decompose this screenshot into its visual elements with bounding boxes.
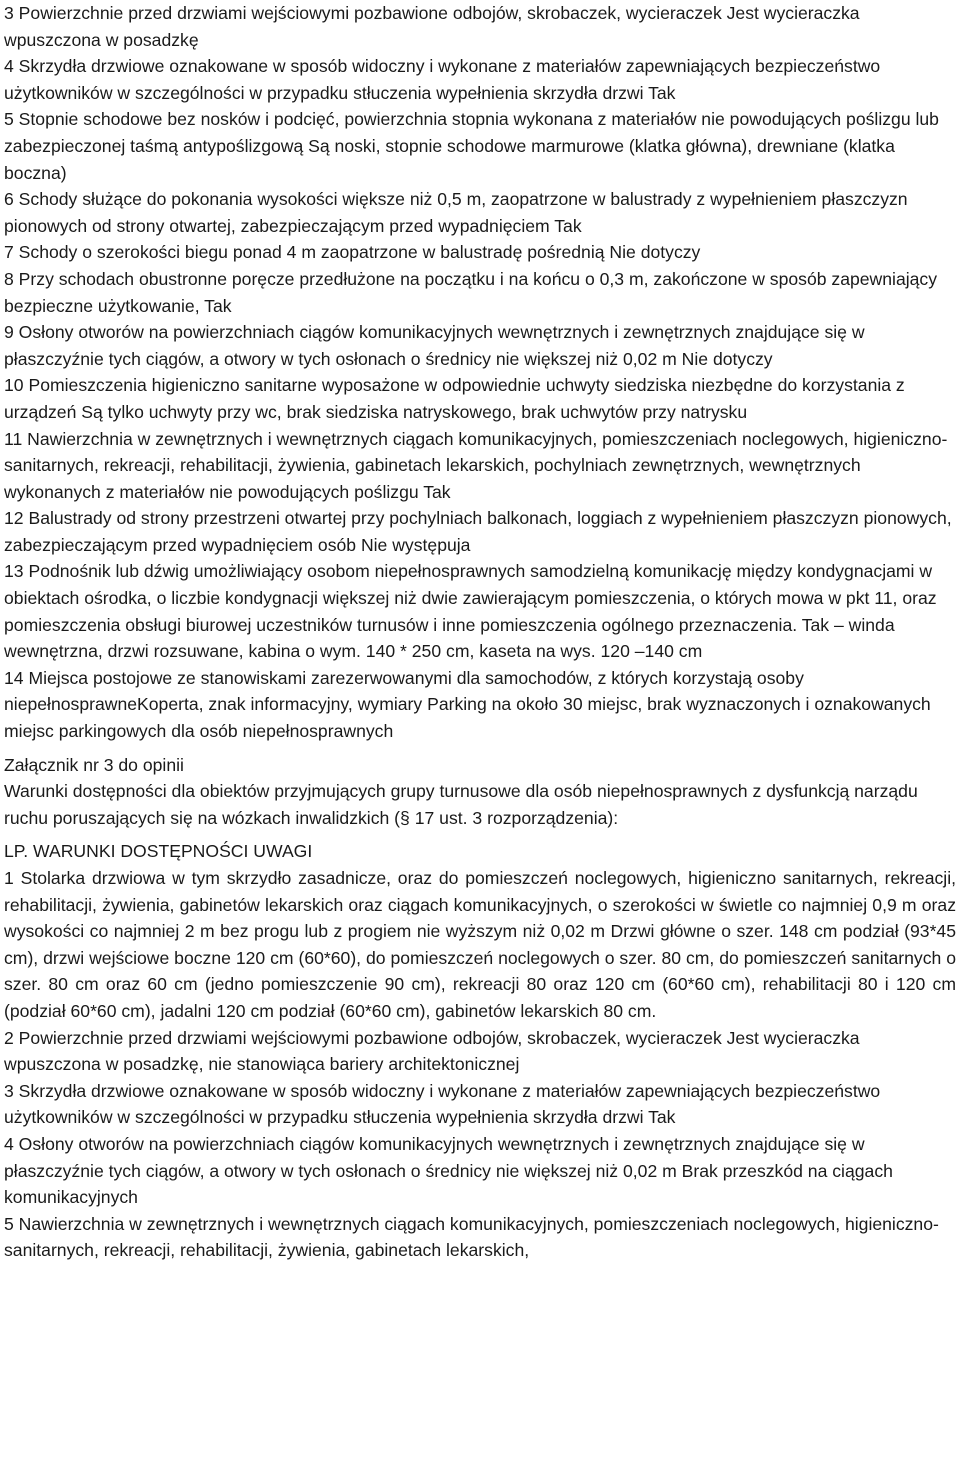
attachment-description: Warunki dostępności dla obiektów przyjmujących grupy turnusowe dla osób niepełnosprawnych z dysfunkcją narządu ruchu poruszających się na wózkach inwalidzkich (§ 17 ust. 3 rozporządzenia): [4,781,918,828]
item-s1-3: 3 Powierzchnie przed drzwiami wejściowymi pozbawione odbojów, skrobaczek, wycieraczek Jest wycieraczka wpuszczona w posadzkę [4,3,860,50]
document-page [4,0,956,1264]
item-s1-5: 5 Stopnie schodowe bez nosków i podcięć, powierzchnia stopnia wykonana z materiałów nie powodujących poślizgu lub zabezpieczonej taśmą antypoślizgową Są noski, stopnie schodowe marmurowe (klatka główna), drewniane (klatka boczna) [4,109,939,183]
item-s2-1: 1 Stolarka drzwiowa w tym skrzydło zasadnicze, oraz do pomieszczeń noclegowych, higieniczno sanitarnych, rekreacji, rehabilitacji, żywienia, gabinetów lekarskich oraz ciągach komunikacyjnych, o szerokości w świetle co najmniej 0,9 m oraz wysokości co najmniej 2 m bez progu lub z progiem nie wyższym niż 0,02 m Drzwi główne o szer. 148 cm podział (93*45 cm), drzwi wejściowe boczne 120 cm (60*60), do pomieszczeń noclegowych o szer. 80 cm, do pomieszczeń sanitarnych o szer. 80 cm oraz 60 cm (jedno pomieszczenie 90 cm), rekreacji 80 oraz 120 cm (60*60 cm), rehabilitacji 80 i 120 cm (podział 60*60 cm), jadalni 120 cm podział (60*60 cm), gabinetów lekarskich 80 cm. [4,868,956,1021]
item-s1-11: 11 Nawierzchnia w zewnętrznych i wewnętrznych ciągach komunikacyjnych, pomieszczeniach noclegowych, higieniczno-sanitarnych, rekreacji, rehabilitacji, żywienia, gabinetach lekarskich, pochylniach zewnętrznych, wewnętrznych wykonanych z materiałów nie powodujących poślizgu Tak [4,428,948,502]
item-s1-7: 7 Schody o szerokości biegu ponad 4 m zaopatrzone w balustradę pośrednią Nie dotyczy [4,242,701,263]
item-s2-2: 2 Powierzchnie przed drzwiami wejściowymi pozbawione odbojów, skrobaczek, wycieraczek Jest wycieraczka wpuszczona w posadzkę, nie stanowiąca bariery architektonicznej [4,1027,860,1075]
item-s1-6: 6 Schody służące do pokonania wysokości większe niż 0,5 m, zaopatrzone w balustrady z wypełnieniem płaszczyzn pionowych od strony otwartej, zabezpieczającym przed wypadnięciem Tak [4,189,908,236]
item-s1-8: 8 Przy schodach obustronne poręcze przedłużone na początku i na końcu o 0,3 m, zakończone w sposób zapewniający bezpieczne użytkowanie, Tak [4,268,938,316]
item-s1-14: 14 Miejsca postojowe ze stanowiskami zarezerwowanymi dla samochodów, z których korzystają osoby niepełnosprawneKoperta, znak informacyjny, wymiary Parking na około 30 miejsc, brak wyznaczonych i oznakowanych miejsc parkingowych dla osób niepełnosprawnych [4,667,931,742]
table-header: LP. WARUNKI DOSTĘPNOŚCI UWAGI [4,841,313,862]
item-s1-4: 4 Skrzydła drzwiowe oznakowane w sposób widoczny i wykonane z materiałów zapewniających bezpieczeństwo użytkowników w szczególności w przypadku stłuczenia wypełnienia skrzydła drzwi Tak [4,56,881,103]
item-s1-12: 12 Balustrady od strony przestrzeni otwartej przy pochylniach balkonach, loggiach z wypełnieniem płaszczyzn pionowych, zabezpieczającym przed wypadnięciem osób Nie występuja [4,508,952,555]
item-s2-3: 3 Skrzydła drzwiowe oznakowane w sposób widoczny i wykonane z materiałów zapewniających bezpieczeństwo użytkowników w szczególności w przypadku stłuczenia wypełnienia skrzydła drzwi Tak [4,1080,881,1128]
item-s2-4: 4 Osłony otworów na powierzchniach ciągów komunikacyjnych wewnętrznych i zewnętrznych znajdujące się w płaszczyźnie tych ciągów, a otwory w tych osłonach o średnicy nie większej niż 0,02 m Brak przeszkód na ciągach komunikacyjnych [4,1133,893,1208]
attachment-title: Załącznik nr 3 do opinii [4,754,184,775]
item-s2-5: 5 Nawierzchnia w zewnętrznych i wewnętrznych ciągach komunikacyjnych, pomieszczeniach noclegowych, higieniczno-sanitarnych, rekreacji, rehabilitacji, żywienia, gabinetach lekarskich, [4,1213,939,1261]
item-s1-10: 10 Pomieszczenia higieniczno sanitarne wyposażone w odpowiednie uchwyty siedziska niezbędne do korzystania z urządzeń Są tylko uchwyty przy wc, brak siedziska natryskowego, brak uchwytów przy natrysku [4,375,905,422]
item-s1-9: 9 Osłony otworów na powierzchniach ciągów komunikacyjnych wewnętrznych i zewnętrznych znajdujące się w płaszczyźnie tych ciągów, a otwory w tych osłonach o średnicy nie większej niż 0,02 m Nie dotyczy [4,322,865,369]
item-s1-13: 13 Podnośnik lub dźwig umożliwiający osobom niepełnosprawnych samodzielną komunikację między kondygnacjami w obiektach ośrodka, o liczbie kondygnacji większej niż dwie zawierającym pomieszczenia, o których mowa w pkt 11, oraz pomieszczenia obsługi biurowej uczestników turnusów i inne pomieszczenia ogólnego przeznaczenia. Tak – winda wewnętrzna, drzwi rozsuwane, kabina o wym. 140 * 250 cm, kaseta na wys. 120 –140 cm [4,561,937,662]
